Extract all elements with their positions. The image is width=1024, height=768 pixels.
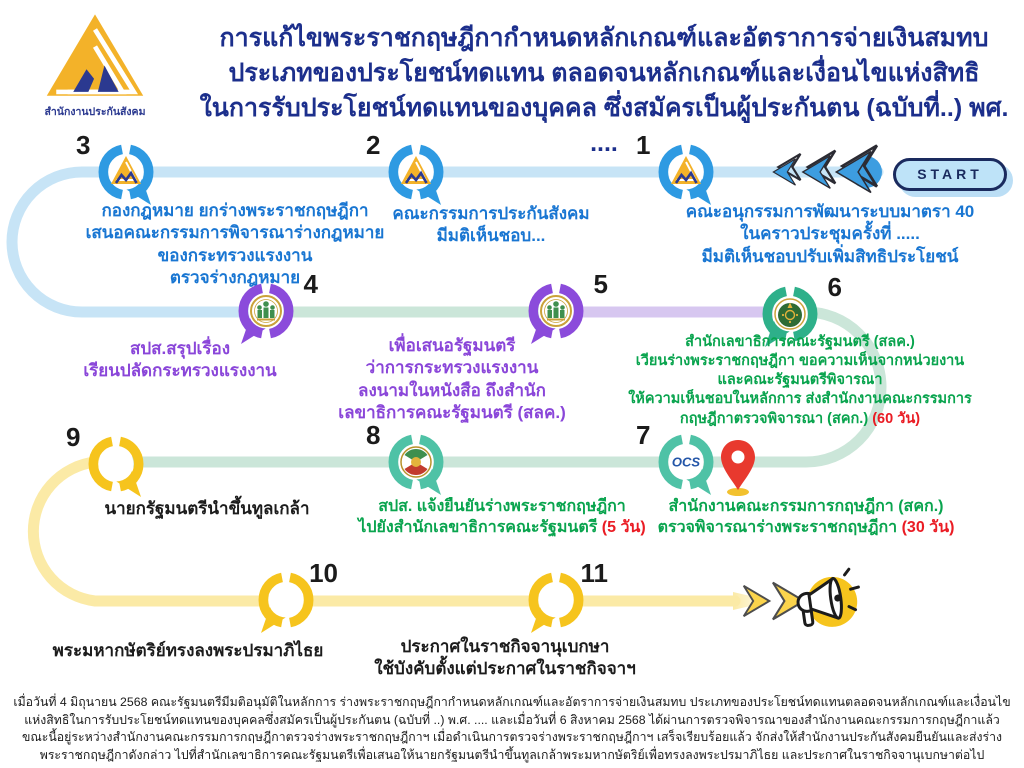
footer-line: ขณะนี้อยู่ระหว่างสำนักงานคณะกรรมการกฤษฎีกาตรวจร่างพระราชกฤษฎีกาฯ เมื่อดำเนินการตรวจร่างพระราชกฤษฎีกาฯ เสร็จเรียบร้อยแล้ว จักส่งให้สำนักงานประกันสังคมยืนยันและส่งร่าง (21, 730, 1003, 744)
sso-logo (28, 10, 162, 120)
cabinet-secretariat-seal-icon (775, 299, 805, 329)
sso-logo-icon (43, 10, 147, 102)
title-line: การแก้ไขพระราชกฤษฎีกากำหนดหลักเกณฑ์และอัตราการจ่ายเงินสมทบ (219, 24, 989, 52)
footer-line: แห่งสิทธิในการรับประโยชน์ทดแทนของบุคคลซึ่งสมัครเป็นผู้ประกันตน (ฉบับที่ ..) พ.ศ. .... และเมื่อวันที่ 6 สิงหาคม 2568 ได้ผ่านการตรวจพิจารณาของสำนักงานคณะกรรมการกฤษฎีกาแล้ว (24, 712, 1000, 727)
step-number: 7 (636, 420, 651, 450)
step-bubble-icon (88, 134, 164, 210)
ministry-of-labour-seal-icon (541, 296, 571, 326)
page-title (188, 21, 1020, 161)
step-number: 3 (76, 130, 91, 160)
ministry-of-labour-seal-icon (251, 296, 281, 326)
footer-line: พระราชกฤษฎีกาดังกล่าว ไปที่สำนักเลขาธิการคณะรัฐมนตรีเพื่อเสนอให้นายกรัฐมนตรีนำขึ้นทูลเกล้าพระมหากษัตริย์เพื่อทรงลงพระปรมาภิไธย และประกาศในราชกิจจานุเบกษาต่อไป (39, 747, 985, 762)
svg-text:OCS: OCS (671, 454, 701, 470)
step-text: สปส.สรุปเรื่อง เรียนปลัดกระทรวงแรงงาน (83, 339, 277, 381)
step-7 (636, 420, 724, 500)
step-text: นายกรัฐมนตรีนำขึ้นทูลเกล้า (104, 499, 310, 518)
step-8 (366, 420, 454, 500)
step-text: คณะอนุกรรมการพัฒนาระบบมาตรา 40 ในคราวประชุมครั้งที่ ..... มีมติเห็นชอบปรับเพิ่มสิทธิประโยชน์ (685, 202, 975, 266)
step-bubble-icon (648, 424, 724, 500)
title-line: ประเภทของประโยชน์ทดแทน ตลอดจนหลักเกณฑ์และเงื่อนไขแห่งสิทธิ (228, 59, 980, 87)
logo-caption: สำนักงานประกันสังคม (44, 106, 146, 118)
step-number: 1 (636, 130, 651, 160)
duration-badge: (30 วัน) (901, 519, 955, 537)
step-number: 8 (366, 420, 381, 450)
duration-badge: (60 วัน) (872, 410, 921, 427)
end-arrows-icon (744, 583, 804, 620)
step-number: 6 (827, 272, 842, 302)
government-seal-icon (401, 447, 431, 477)
step-number: 2 (366, 130, 381, 160)
title-line: ในการรับประโยชน์ทดแทนของบุคคล ซึ่งสมัครเป็นผู้ประกันตน (ฉบับที่..) พศ. .... (199, 94, 1009, 157)
start-button[interactable]: START (893, 158, 1007, 191)
megaphone-icon (794, 568, 863, 631)
step-2 (366, 130, 454, 210)
step-text: พระมหากษัตริย์ทรงลงพระปรมาภิไธย (52, 641, 324, 660)
step-text: สำนักเลขาธิการคณะรัฐมนตรี (สลค.) เวียนร่างพระราชกฤษฎีกา ขอความเห็นจากหน่วยงาน และคณะรัฐมนตรีพิจารณา ให้ความเห็นชอบในหลักการ ส่งสำนักงานคณะกรรมการ กฤษฎีกาตรวจพิจารณา (สคก.) (60 วัน) (628, 334, 972, 427)
location-pin-icon (721, 440, 755, 496)
step-text: ประกาศในราชกิจจานุเบกษา ใช้บังคับตั้งแต่ประกาศในราชกิจจาฯ (374, 637, 636, 679)
step-1 (636, 130, 724, 210)
step-text: สำนักงานคณะกรรมการกฤษฎีกา (สคก.) ตรวจพิจารณาร่างพระราชกฤษฎีกา (30 วัน) (657, 498, 955, 537)
step-bubble-icon (648, 134, 724, 210)
step-9 (66, 422, 154, 502)
step-bubble-icon (78, 426, 154, 502)
footer-line: เมื่อวันที่ 4 มิถุนายน 2568 คณะรัฐมนตรีมีมติอนุมัติในหลักการ ร่างพระราชกฤษฎีกากำหนดหลักเกณฑ์และอัตราการจ่ายเงินสมทบ ประเภทของประโยชน์ทดแทนตลอดจนหลักเกณฑ์และเงื่อนไข (13, 695, 1011, 709)
step-3 (76, 130, 164, 210)
step-11 (518, 558, 608, 638)
step-number: 11 (580, 558, 608, 588)
ocs-logo-icon (672, 455, 701, 470)
duration-badge: (5 วัน) (601, 519, 646, 537)
step-text: สปส. แจ้งยืนยันร่างพระราชกฤษฎีกา ไปยังสำนักเลขาธิการคณะรัฐมนตรี (5 วัน) (358, 498, 646, 537)
step-bubble-icon (378, 424, 454, 500)
step-number: 9 (66, 422, 81, 452)
step-10 (248, 558, 338, 638)
footer-note (12, 694, 1012, 764)
step-text: กองกฎหมาย ยกร่างพระราชกฤษฎีกา เสนอคณะกรรมการพิจารณาร่างกฎหมาย ของกระทรวงแรงงาน ตรวจร่างกฎหมาย (85, 201, 385, 288)
step-text: เพื่อเสนอรัฐมนตรี ว่าการกระทรวงแรงงาน ลงนามในหนังสือ ถึงสำนัก เลขาธิการคณะรัฐมนตรี (สลค.) (338, 336, 566, 423)
step-number: 10 (309, 558, 338, 588)
step-text: คณะกรรมการประกันสังคม มีมติเห็นชอบ... (392, 204, 590, 246)
step-bubble-icon (378, 134, 454, 210)
step-number: 4 (303, 269, 318, 299)
step-number: 5 (593, 269, 608, 299)
